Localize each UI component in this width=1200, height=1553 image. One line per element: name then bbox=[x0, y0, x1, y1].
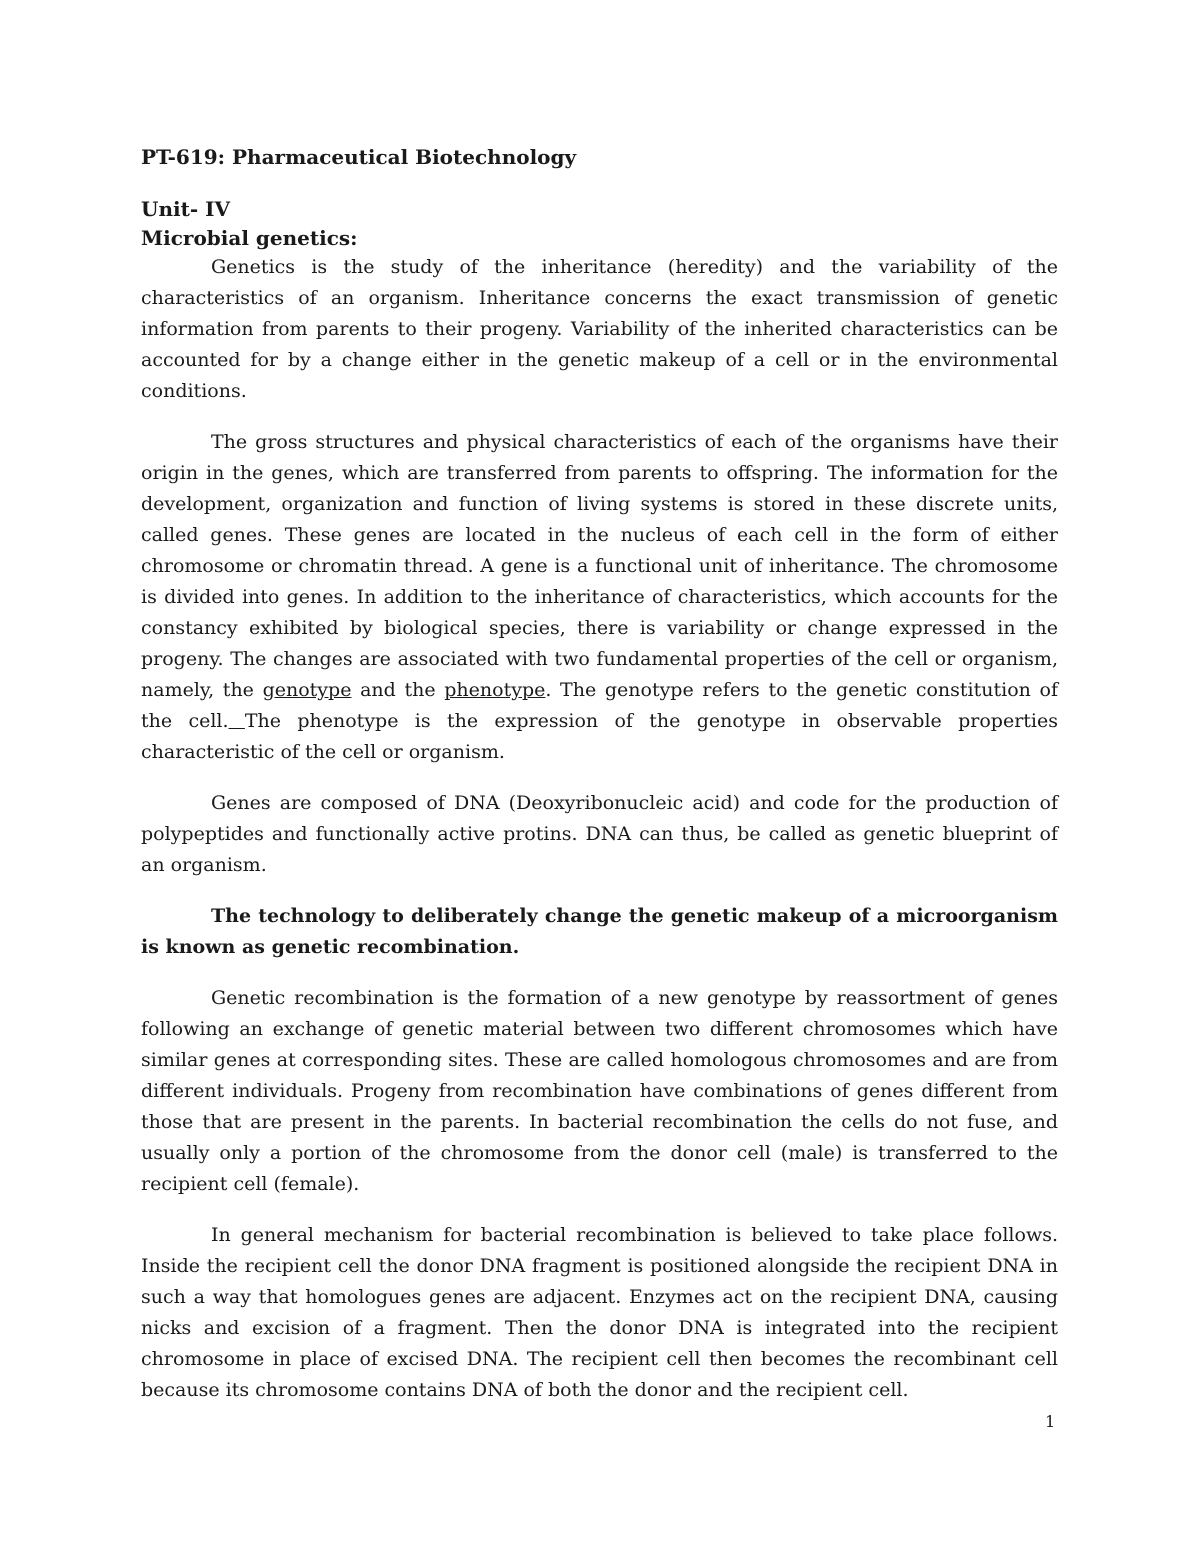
paragraph-dna-composition: Genes are composed of DNA (Deoxyribonucleic acid) and code for the production of polypeptides and functionally active protins. DNA can thus, be called as genetic blueprint of an organism. bbox=[141, 792, 1058, 876]
page-number: 1 bbox=[1045, 1412, 1056, 1431]
paragraph-genes-origin bbox=[141, 427, 1058, 768]
document-page bbox=[141, 142, 1058, 1406]
section-heading: Microbial genetics: bbox=[141, 226, 358, 250]
paragraph-text: and the bbox=[351, 679, 445, 701]
paragraph-recombination-definition: The technology to deliberately change the genetic makeup of a microorganism is known as genetic recombination. bbox=[141, 905, 1058, 958]
paragraph-genetic-recombination: Genetic recombination is the formation of a new genotype by reassortment of genes following an exchange of genetic material between two different chromosomes which have similar genes at corresponding sites. These are called homologous chromosomes and are from different individuals. Progeny from recombination have combinations of genes different from those that are present in the parents. In bacterial recombination the cells do not fuse, and usually only a portion of the chromosome from the donor cell (male) is transferred to the recipient cell (female). bbox=[141, 987, 1058, 1195]
underlined-blank bbox=[229, 710, 245, 732]
document-title: PT-619: Pharmaceutical Biotechnology bbox=[141, 145, 577, 169]
paragraph-bacterial-mechanism: In general mechanism for bacterial recombination is believed to take place follows. Inside the recipient cell the donor DNA fragment is positioned alongside the recipient DNA in such a way that homologues genes are adjacent. Enzymes act on the recipient DNA, causing nicks and excision of a fragment. Then the donor DNA is integrated into the recipient chromosome in place of excised DNA. The recipient cell then becomes the recombinant cell because its chromosome contains DNA of both the donor and the recipient cell. bbox=[141, 1224, 1058, 1401]
paragraph-text: . The genotype refers to the genetic constitution of the cell. bbox=[141, 679, 1058, 732]
paragraph-text: The gross structures and physical characteristics of each of the organisms have their origin in the genes, which are transferred from parents to offspring. The information for the development, organization and function of living systems is stored in these discrete units, called genes. These genes are located in the nucleus of each cell in the form of either chromosome or chromatin thread. A gene is a functional unit of inheritance. The chromosome is divided into genes. In addition to the inheritance of characteristics, which accounts for the constancy exhibited by biological species, there is variability or change expressed in the progeny. The changes are associated with two fundamental properties of the cell or organism, namely, the bbox=[141, 431, 1058, 701]
paragraph-text: The phenotype is the expression of the genotype in observable properties characteristic of the cell or organism. bbox=[141, 710, 1058, 763]
unit-heading: Unit- IV bbox=[141, 197, 230, 221]
genotype-term: genotype bbox=[262, 679, 352, 701]
paragraph-genetics-definition: Genetics is the study of the inheritance (heredity) and the variability of the characteristics of an organism. Inheritance concerns the exact transmission of genetic information from parents to their progeny. Variability of the inherited characteristics can be accounted for by a change either in the genetic makeup of a cell or in the environmental conditions. bbox=[141, 256, 1058, 402]
phenotype-term: phenotype bbox=[444, 679, 546, 701]
